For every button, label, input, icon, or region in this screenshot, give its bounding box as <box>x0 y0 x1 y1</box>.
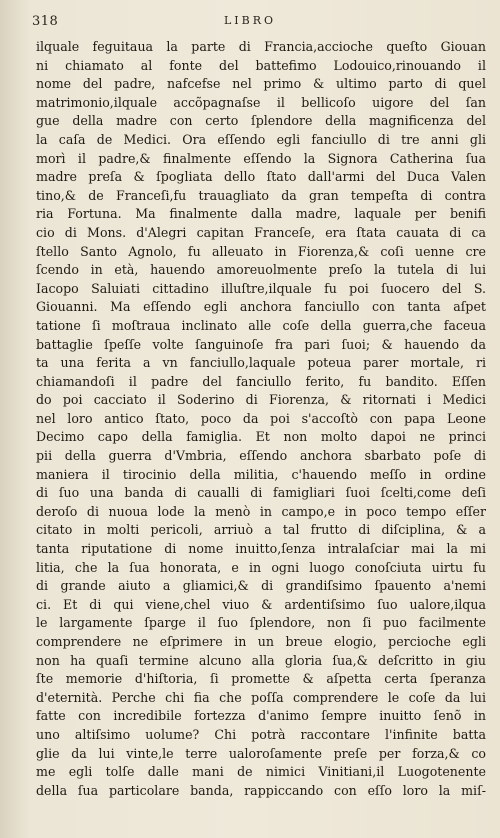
text-line: Iacopo Saluiati cittadino illuſtre,ilquale fu poi ſuocero del S. <box>36 280 486 296</box>
text-line: ſte memorie d'hiſtoria, ſi promette & aſpetta certa ſperanza <box>36 671 486 687</box>
text-line: tino,& de Franceſi,fu trauagliato da gran tempeſta di contra <box>36 187 486 203</box>
text-line: uno altiſsimo uolume? Chi potrà raccontare l'infinite batta <box>36 726 486 742</box>
text-line: matrimonio,ilquale accõpagnaſse il bellicoſo uigore del ſan <box>36 94 486 110</box>
text-line: tanta riputatione di nome inuitto,ſenza intralaſciar mai la mi <box>36 541 486 557</box>
text-line: la caſa de Medici. Ora eſſendo egli fanciullo di tre anni gli <box>36 131 486 147</box>
text-line: ilquale feguitaua la parte di Francia,accioche queſto Giouan <box>36 39 486 54</box>
text-line: nome del padre, nafcefse nel primo & ultimo parto di quel <box>36 76 486 92</box>
text-line: do poi cacciato il Soderino di Fiorenza, & ritornati i Medici <box>36 392 486 408</box>
text-line: di grande aiuto a gliamici,& di grandiſsimo ſpauento a'nemi <box>36 578 486 594</box>
text-line: morì il padre,& finalmente eſſendo la Signora Catherina ſua <box>36 150 486 166</box>
page-number: 318 <box>32 14 59 29</box>
text-line: tatione ſi moſtraua inclinato alle coſe della guerra,che faceua <box>36 317 486 333</box>
text-line: d'eternità. Perche chi fia che poſſa comprendere le coſe da lui <box>36 689 486 705</box>
text-line: glie da lui vinte,le terre ualoroſamente preſe per forza,& co <box>36 745 486 761</box>
text-line: ni chiamato al fonte del battefimo Lodouico,rinouando il <box>36 57 486 73</box>
text-line: maniera il tirocinio della militia, c'hauendo meſſo in ordine <box>36 466 486 482</box>
text-line: gue della madre con certo ſplendore della magnificenza del <box>36 113 486 129</box>
text-line: della ſua particolare banda, rappiccando con eſſo loro la miſ- <box>36 782 486 798</box>
text-line: ria Fortuna. Ma finalmente dalla madre, laquale per benifi <box>36 206 486 222</box>
text-line: litia, che la ſua honorata, e in ogni luogo conoſciuta uirtu fu <box>36 559 486 575</box>
text-line: pii della guerra d'Vmbria, eſſendo anchora sbarbato poſe di <box>36 448 486 464</box>
text-line: Giouanni. Ma eſſendo egli anchora fanciullo con tanta aſpet <box>36 299 486 315</box>
text-line: madre preſa & ſpogliata dello ſtato dall'armi del Duca Valen <box>36 169 486 185</box>
text-line: deroſo di nuoua lode la menò in campo,e in poco tempo eſſer <box>36 503 486 519</box>
text-line: ta una ferita a vn fanciullo,laquale poteua parer mortale, ri <box>36 355 486 371</box>
running-title: LIBRO <box>223 14 277 27</box>
text-line: battaglie ſpeſſe volte ſanguinoſe fra pari ſuoi; & hauendo da <box>36 336 486 352</box>
text-line: nel loro antico ſtato, poco da poi s'accoſtò con papa Leone <box>36 410 486 426</box>
text-line: me egli tolſe dalle mani de nimici Vinitiani,il Luogotenente <box>36 764 486 780</box>
page-header <box>0 14 500 34</box>
text-line: ſcendo in età, hauendo amoreuolmente preſo la tutela di lui <box>36 262 486 278</box>
text-line: Decimo capo della famiglia. Et non molto dapoi ne princi <box>36 429 486 445</box>
text-line: ſtello Santo Agnolo, fu alleuato in Fiorenza,& coſi uenne cre <box>36 243 486 259</box>
text-line: citato in molti pericoli, arriuò a tal frutto di diſciplina, & a <box>36 522 486 538</box>
text-line: comprendere ne eſprimere in un breue elogio, percioche egli <box>36 634 486 649</box>
text-line: non ha quaſi termine alcuno alla gloria ſua,& deſcritto in giu <box>36 652 486 668</box>
text-line: le largamente ſparge il ſuo ſplendore, non ſi puo facilmente <box>36 615 486 631</box>
body-text <box>36 38 486 800</box>
text-line: di ſuo una banda di caualli di famigliari ſuoi ſcelti,come deſi <box>36 485 486 501</box>
text-line: cio di Mons. d'Alegri capitan Franceſe, era ſtata cauata di ca <box>36 224 486 240</box>
text-line: chiamandoſi il padre del fanciullo ferito, fu bandito. Eſſen <box>36 373 486 389</box>
text-line: ci. Et di qui viene,chel viuo & ardentiſsimo ſuo ualore,ilqua <box>36 596 486 612</box>
text-line: fatte con incredibile fortezza d'animo ſempre inuitto ſenõ in <box>36 708 486 724</box>
